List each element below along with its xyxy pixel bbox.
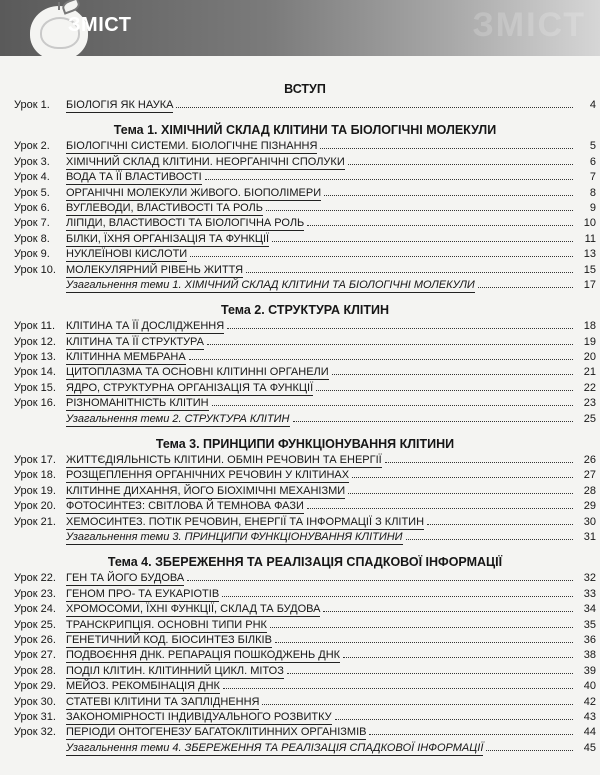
leader-dots xyxy=(262,703,573,705)
lesson-title: ХІМІЧНИЙ СКЛАД КЛІТИНИ. НЕОРГАНІЧНІ СПОЛУКИ xyxy=(66,155,345,168)
toc-row[interactable] xyxy=(14,725,596,740)
leader-dots xyxy=(352,476,573,478)
toc-row[interactable] xyxy=(14,170,596,185)
lesson-label: Урок 8. xyxy=(14,232,50,245)
leader-dots xyxy=(307,224,573,226)
banner-ghost-text: ЗМІСТ xyxy=(472,6,586,44)
lesson-label: Урок 15. xyxy=(14,381,56,394)
toc-row-summary[interactable] xyxy=(14,741,596,756)
toc-row-intro[interactable] xyxy=(14,98,596,113)
page-number: 10 xyxy=(583,217,596,230)
lesson-label: Урок 28. xyxy=(14,664,56,677)
toc-row[interactable] xyxy=(14,484,596,499)
lesson-title: БІОЛОГІЧНІ СИСТЕМИ. БІОЛОГІЧНЕ ПІЗНАННЯ xyxy=(66,140,318,153)
toc-row-summary[interactable] xyxy=(14,278,596,293)
leader-dots xyxy=(205,178,573,180)
toc-row-summary[interactable] xyxy=(14,412,596,427)
toc-row[interactable] xyxy=(14,381,596,396)
lesson-title: НУКЛЕЇНОВІ КИСЛОТИ xyxy=(66,248,188,261)
intro-heading: ВСТУП xyxy=(284,82,326,96)
lesson-label: Урок 4. xyxy=(14,171,50,184)
section-heading: Тема 3. ПРИНЦИПИ ФУНКЦІОНУВАННЯ КЛІТИНИ xyxy=(155,437,455,452)
section-heading: Тема 2. СТРУКТУРА КЛІТИН xyxy=(220,303,390,318)
lesson-title: КЛІТИНА ТА ЇЇ ДОСЛІДЖЕННЯ xyxy=(66,320,225,333)
lesson-title: ПОДІЛ КЛІТИН. КЛІТИННИЙ ЦИКЛ. МІТОЗ xyxy=(66,664,284,677)
toc-row[interactable] xyxy=(14,679,596,694)
page-number: 23 xyxy=(583,397,596,410)
toc-row[interactable] xyxy=(14,201,596,216)
lesson-title: ПЕРІОДИ ОНТОГЕНЕЗУ БАГАТОКЛІТИННИХ ОРГАНІЗМІВ xyxy=(66,726,367,739)
lesson-label: Урок 16. xyxy=(14,397,56,410)
lesson-title: КЛІТИННЕ ДИХАННЯ, ЙОГО БІОХІМІЧНІ МЕХАНІЗМИ xyxy=(66,484,346,497)
lesson-label: Урок 31. xyxy=(14,710,56,723)
page-number: 4 xyxy=(589,99,596,111)
page-number: 19 xyxy=(583,335,596,348)
leader-dots xyxy=(212,404,573,406)
lesson-label: Урок 12. xyxy=(14,335,56,348)
page-number: 7 xyxy=(589,171,596,184)
lesson-title: КЛІТИННА МЕМБРАНА xyxy=(66,351,186,364)
page-number: 27 xyxy=(583,469,596,482)
lesson-label: Урок 23. xyxy=(14,587,56,600)
lesson-title: ГЕНОМ ПРО- ТА ЕУКАРІОТІВ xyxy=(66,587,220,600)
section-heading: Тема 1. ХІМІЧНИЙ СКЛАД КЛІТИНИ ТА БІОЛОГІЧНІ МОЛЕКУЛИ xyxy=(113,123,497,138)
page-number: 35 xyxy=(583,618,596,631)
lesson-label: Урок 2. xyxy=(14,140,50,153)
summary-title: Узагальнення теми 1. ХІМІЧНИЙ СКЛАД КЛІТИНИ ТА БІОЛОГІЧНІ МОЛЕКУЛИ xyxy=(66,278,475,291)
page-number: 44 xyxy=(583,726,596,739)
page-number: 15 xyxy=(583,263,596,276)
leader-dots xyxy=(190,255,573,257)
header-banner xyxy=(0,0,600,56)
leader-dots xyxy=(227,327,573,329)
lesson-title: МОЛЕКУЛЯРНИЙ РІВЕНЬ ЖИТТЯ xyxy=(66,263,244,276)
page-number: 38 xyxy=(583,649,596,662)
leader-dots xyxy=(207,343,573,345)
lesson-label: Урок 14. xyxy=(14,366,56,379)
lesson-title: ЛІПІДИ, ВЛАСТИВОСТІ ТА БІОЛОГІЧНА РОЛЬ xyxy=(66,217,305,230)
summary-title: Узагальнення теми 4. ЗБЕРЕЖЕННЯ ТА РЕАЛІЗАЦІЯ СПАДКОВОЇ ІНФОРМАЦІЇ xyxy=(66,741,484,754)
lesson-title: ВУГЛЕВОДИ, ВЛАСТИВОСТІ ТА РОЛЬ xyxy=(66,201,263,214)
leader-dots xyxy=(427,523,573,525)
toc-row[interactable] xyxy=(14,350,596,365)
leader-dots xyxy=(348,492,573,494)
toc-row[interactable] xyxy=(14,139,596,154)
leader-dots xyxy=(335,718,573,720)
leader-dots xyxy=(270,626,573,628)
lesson-label: Урок 20. xyxy=(14,500,56,513)
section-gap xyxy=(14,545,596,553)
toc-row[interactable] xyxy=(14,155,596,170)
page-number: 25 xyxy=(583,412,596,425)
lesson-title: РОЗЩЕПЛЕННЯ ОРГАНІЧНИХ РЕЧОВИН У КЛІТИНАХ xyxy=(66,469,350,482)
page-number: 17 xyxy=(583,278,596,291)
toc-row-summary[interactable] xyxy=(14,530,596,545)
page-number: 26 xyxy=(583,454,596,467)
lesson-label: Урок 30. xyxy=(14,695,56,708)
leader-dots xyxy=(287,672,573,674)
page-number: 33 xyxy=(583,587,596,600)
page-number: 5 xyxy=(589,140,596,153)
lesson-label: Урок 27. xyxy=(14,649,56,662)
lesson-title: БІЛКИ, ЇХНЯ ОРГАНІЗАЦІЯ ТА ФУНКЦІЇ xyxy=(66,232,270,245)
page-number: 43 xyxy=(583,710,596,723)
lesson-title: ТРАНСКРИПЦІЯ. ОСНОВНІ ТИПИ РНК xyxy=(66,618,267,631)
lesson-label: Урок 24. xyxy=(14,603,56,616)
page-number: 6 xyxy=(589,155,596,168)
page-number: 20 xyxy=(583,351,596,364)
lesson-title: ЖИТТЄДІЯЛЬНІСТЬ КЛІТИНИ. ОБМІН РЕЧОВИН ТА ЕНЕРГІЇ xyxy=(66,454,382,467)
section-gap xyxy=(14,293,596,301)
leader-dots xyxy=(187,579,573,581)
lesson-label: Урок 7. xyxy=(14,217,50,230)
lesson-title: РІЗНОМАНІТНІСТЬ КЛІТИН xyxy=(66,397,209,410)
page-number: 36 xyxy=(583,633,596,646)
toc-row[interactable] xyxy=(14,319,596,334)
toc-row[interactable] xyxy=(14,515,596,530)
leader-dots xyxy=(486,749,573,751)
leader-dots xyxy=(272,240,573,242)
lesson-label: Урок 29. xyxy=(14,680,56,693)
lesson-title: ХРОМОСОМИ, ЇХНІ ФУНКЦІЇ, СКЛАД ТА БУДОВА xyxy=(66,603,321,616)
page-title: ЗМІСТ xyxy=(68,14,132,36)
lesson-title: КЛІТИНА ТА ЇЇ СТРУКТУРА xyxy=(66,335,204,348)
lesson-title: ЦИТОПЛАЗМА ТА ОСНОВНІ КЛІТИННІ ОРГАНЕЛИ xyxy=(66,366,329,379)
toc-row[interactable] xyxy=(14,587,596,602)
lesson-label: Урок 6. xyxy=(14,201,50,214)
lesson-title: ЗАКОНОМІРНОСТІ ІНДИВІДУАЛЬНОГО РОЗВИТКУ xyxy=(66,710,332,723)
lesson-label: Урок 18. xyxy=(14,469,56,482)
lesson-label: Урок 17. xyxy=(14,454,56,467)
leader-dots xyxy=(293,420,574,422)
toc-row[interactable] xyxy=(14,247,596,262)
section-heading: Тема 4. ЗБЕРЕЖЕННЯ ТА РЕАЛІЗАЦІЯ СПАДКОВОЇ ІНФОРМАЦІЇ xyxy=(107,555,503,570)
toc-row[interactable] xyxy=(14,571,596,586)
toc-row[interactable] xyxy=(14,499,596,514)
lesson-label: Урок 32. xyxy=(14,726,56,739)
sections-container xyxy=(14,113,596,756)
leader-dots xyxy=(332,373,573,375)
leader-dots xyxy=(316,389,573,391)
leader-dots xyxy=(222,595,573,597)
page-number: 18 xyxy=(583,320,596,333)
lesson-title: ГЕН ТА ЙОГО БУДОВА xyxy=(66,572,185,585)
toc-row[interactable] xyxy=(14,365,596,380)
summary-title: Узагальнення теми 3. ПРИНЦИПИ ФУНКЦІОНУВАННЯ КЛІТИНИ xyxy=(66,530,403,543)
toc-row[interactable] xyxy=(14,335,596,350)
lesson-title: ЯДРО, СТРУКТУРНА ОРГАНІЗАЦІЯ ТА ФУНКЦІЇ xyxy=(66,381,314,394)
leader-dots xyxy=(478,286,573,288)
toc-row[interactable] xyxy=(14,695,596,710)
table-of-contents xyxy=(14,80,596,756)
leader-dots xyxy=(348,163,573,165)
lesson-label: Урок 9. xyxy=(14,248,50,261)
leader-dots xyxy=(320,147,573,149)
lesson-title: ВОДА ТА ЇЇ ВЛАСТИВОСТІ xyxy=(66,171,202,184)
page-number: 30 xyxy=(583,515,596,528)
toc-row[interactable] xyxy=(14,453,596,468)
leader-dots xyxy=(324,194,573,196)
lesson-label: Урок 19. xyxy=(14,484,56,497)
lesson-title: СТАТЕВІ КЛІТИНИ ТА ЗАПЛІДНЕННЯ xyxy=(66,695,260,708)
page-number: 40 xyxy=(583,680,596,693)
leader-dots xyxy=(369,733,573,735)
section-gap xyxy=(14,113,596,121)
page-number: 32 xyxy=(583,572,596,585)
toc-row[interactable] xyxy=(14,710,596,725)
page-number: 22 xyxy=(583,381,596,394)
lesson-title: ПОДВОЄННЯ ДНК. РЕПАРАЦІЯ ПОШКОДЖЕНЬ ДНК xyxy=(66,649,341,662)
leader-dots xyxy=(176,106,573,108)
toc-row[interactable] xyxy=(14,602,596,617)
lesson-title: БІОЛОГІЯ ЯК НАУКА xyxy=(66,99,174,111)
lesson-title: ГЕНЕТИЧНИЙ КОД. БІОСИНТЕЗ БІЛКІВ xyxy=(66,633,272,646)
lesson-label: Урок 22. xyxy=(14,572,56,585)
lesson-title: ОРГАНІЧНІ МОЛЕКУЛИ ЖИВОГО. БІОПОЛІМЕРИ xyxy=(66,186,322,199)
leader-dots xyxy=(246,271,573,273)
page-number: 45 xyxy=(583,741,596,754)
lesson-label: Урок 1. xyxy=(14,99,50,111)
leader-dots xyxy=(266,209,573,211)
lesson-title: ФОТОСИНТЕЗ: СВІТЛОВА Й ТЕМНОВА ФАЗИ xyxy=(66,500,304,513)
lesson-title: МЕЙОЗ. РЕКОМБІНАЦІЯ ДНК xyxy=(66,680,220,693)
toc-row[interactable] xyxy=(14,618,596,633)
leader-dots xyxy=(223,687,573,689)
toc-row[interactable] xyxy=(14,186,596,201)
lesson-label: Урок 5. xyxy=(14,186,50,199)
section-gap xyxy=(14,427,596,435)
leader-dots xyxy=(323,610,573,612)
lesson-label: Урок 13. xyxy=(14,351,56,364)
toc-row[interactable] xyxy=(14,263,596,278)
page-number: 29 xyxy=(583,500,596,513)
leader-dots xyxy=(189,358,573,360)
leader-dots xyxy=(275,641,573,643)
lesson-label: Урок 10. xyxy=(14,263,56,276)
page-number: 9 xyxy=(589,201,596,214)
page-number: 21 xyxy=(583,366,596,379)
toc-row[interactable] xyxy=(14,396,596,411)
page-number: 11 xyxy=(584,232,596,245)
page-number: 8 xyxy=(589,186,596,199)
leader-dots xyxy=(406,538,573,540)
leader-dots xyxy=(343,656,573,658)
toc-row[interactable] xyxy=(14,232,596,247)
toc-row[interactable] xyxy=(14,216,596,231)
lesson-label: Урок 26. xyxy=(14,633,56,646)
toc-row[interactable] xyxy=(14,664,596,679)
page-number: 42 xyxy=(583,695,596,708)
lesson-label: Урок 3. xyxy=(14,155,50,168)
leader-dots xyxy=(385,461,573,463)
lesson-label: Урок 21. xyxy=(14,515,56,528)
lesson-title: ХЕМОСИНТЕЗ. ПОТІК РЕЧОВИН, ЕНЕРГІЇ ТА ІНФОРМАЦІЇ З КЛІТИН xyxy=(66,515,425,528)
lesson-label: Урок 11. xyxy=(14,320,56,333)
page-number: 34 xyxy=(583,603,596,616)
page-number: 39 xyxy=(583,664,596,677)
page-number: 31 xyxy=(583,530,596,543)
toc-row[interactable] xyxy=(14,633,596,648)
page-number: 13 xyxy=(583,248,596,261)
toc-row[interactable] xyxy=(14,648,596,663)
summary-title: Узагальнення теми 2. СТРУКТУРА КЛІТИН xyxy=(66,412,290,425)
page-number: 28 xyxy=(583,484,596,497)
toc-row[interactable] xyxy=(14,468,596,483)
leader-dots xyxy=(307,507,573,509)
lesson-label: Урок 25. xyxy=(14,618,56,631)
